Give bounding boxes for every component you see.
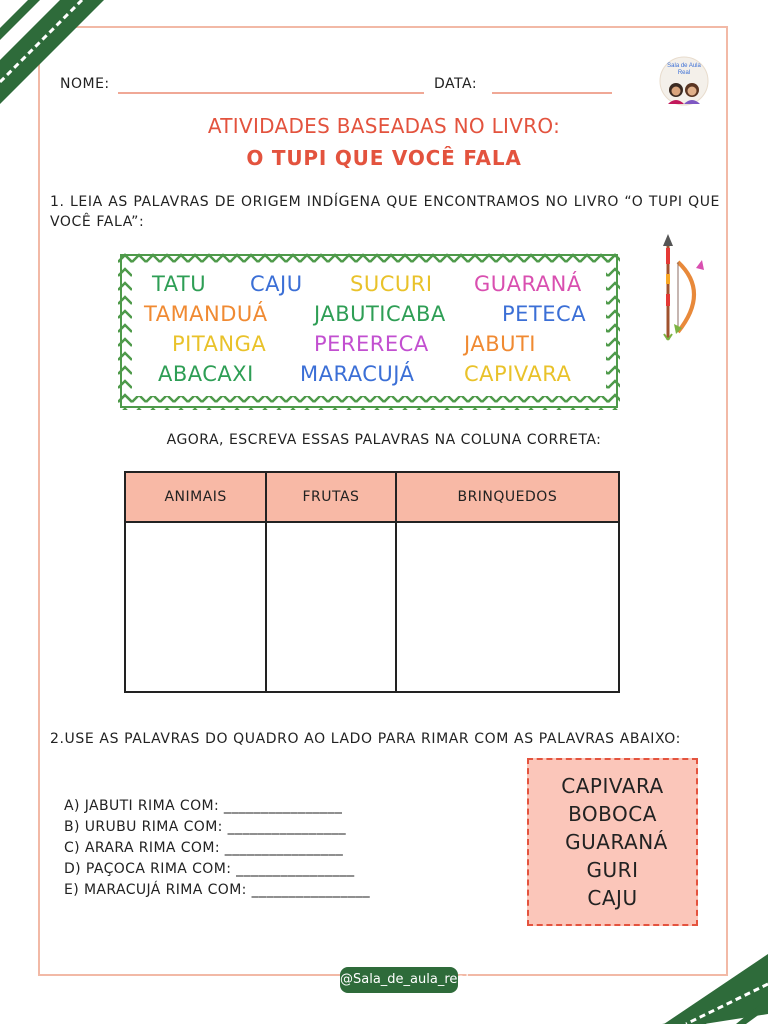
bottom-right-corner-ornament [648, 914, 768, 1024]
word-jabuticaba: JABUTICABA [314, 302, 446, 326]
rhyme-item-a[interactable]: A) JABUTI RIMA COM: ________________ [64, 798, 343, 814]
svg-text:Real: Real [677, 70, 691, 76]
footer-handle-badge: @Sala_de_aula_real [340, 967, 458, 993]
rhyme-item-b[interactable]: B) URUBU RIMA COM: ________________ [64, 819, 347, 835]
word-maracuja: MARACUJÁ [300, 362, 415, 386]
top-left-corner-ornament [0, 0, 120, 110]
box-word-guarana: GUARANÁ [565, 830, 668, 854]
word-caju: CAJU [250, 272, 303, 296]
word-sucuri: SUCURI [350, 272, 433, 296]
word-guarana: GUARANÁ [474, 272, 582, 296]
date-line[interactable] [492, 92, 612, 94]
answer-cell-brinquedos[interactable] [396, 522, 619, 692]
word-tamandua: TAMANDUÁ [144, 302, 268, 326]
answer-cell-frutas[interactable] [266, 522, 395, 692]
rhyme-item-d[interactable]: D) PAÇOCA RIMA COM: ________________ [64, 861, 355, 877]
rhyme-item-e[interactable]: E) MARACUJÁ RIMA COM: ________________ [64, 882, 371, 898]
column-header-frutas: FRUTAS [266, 472, 395, 522]
rhyme-word-box [527, 758, 698, 926]
answer-cell-animais[interactable] [125, 522, 266, 692]
word-tatu: TATU [152, 272, 207, 296]
box-word-capivara: CAPIVARA [561, 774, 664, 798]
name-label: NOME: [60, 76, 110, 92]
column-header-animais: ANIMAIS [125, 472, 266, 522]
box-word-boboca: BOBOCA [568, 802, 657, 826]
word-perereca: PERERECA [314, 332, 429, 356]
question-1-text: 1. LEIA AS PALAVRAS DE ORIGEM INDÍGENA QUE ENCONTRAMOS NO LIVRO “O TUPI QUE VOCÊ FALA”: [50, 194, 720, 230]
page-title-line1: ATIVIDADES BASEADAS NO LIVRO: [207, 114, 561, 138]
rhyme-item-c[interactable]: C) ARARA RIMA COM: ________________ [64, 840, 344, 856]
rhyme-list [64, 796, 370, 901]
svg-text:Sala de Aula: Sala de Aula [667, 63, 701, 69]
date-label: DATA: [434, 76, 478, 92]
page-title-line2: O TUPI QUE VOCÊ FALA [246, 146, 522, 170]
box-word-caju: CAJU [587, 886, 638, 910]
instruction-text: AGORA, ESCREVA ESSAS PALAVRAS NA COLUNA CORRETA: [166, 432, 602, 448]
question-2-text: 2.USE AS PALAVRAS DO QUADRO AO LADO PARA RIMAR COM AS PALAVRAS ABAIXO: [50, 731, 681, 747]
word-peteca: PETECA [502, 302, 587, 326]
classification-table [124, 471, 620, 693]
column-header-brinquedos: BRINQUEDOS [396, 472, 619, 522]
name-line[interactable] [118, 92, 424, 94]
box-word-guri: GURI [586, 858, 639, 882]
sala-de-aula-real-logo [656, 56, 712, 106]
word-pitanga: PITANGA [172, 332, 267, 356]
bow-and-arrow-icon [652, 234, 710, 344]
word-jabuti: JABUTI [464, 332, 536, 356]
word-abacaxi: ABACAXI [158, 362, 254, 386]
word-capivara: CAPIVARA [464, 362, 572, 386]
indigenous-words-box [118, 252, 620, 410]
